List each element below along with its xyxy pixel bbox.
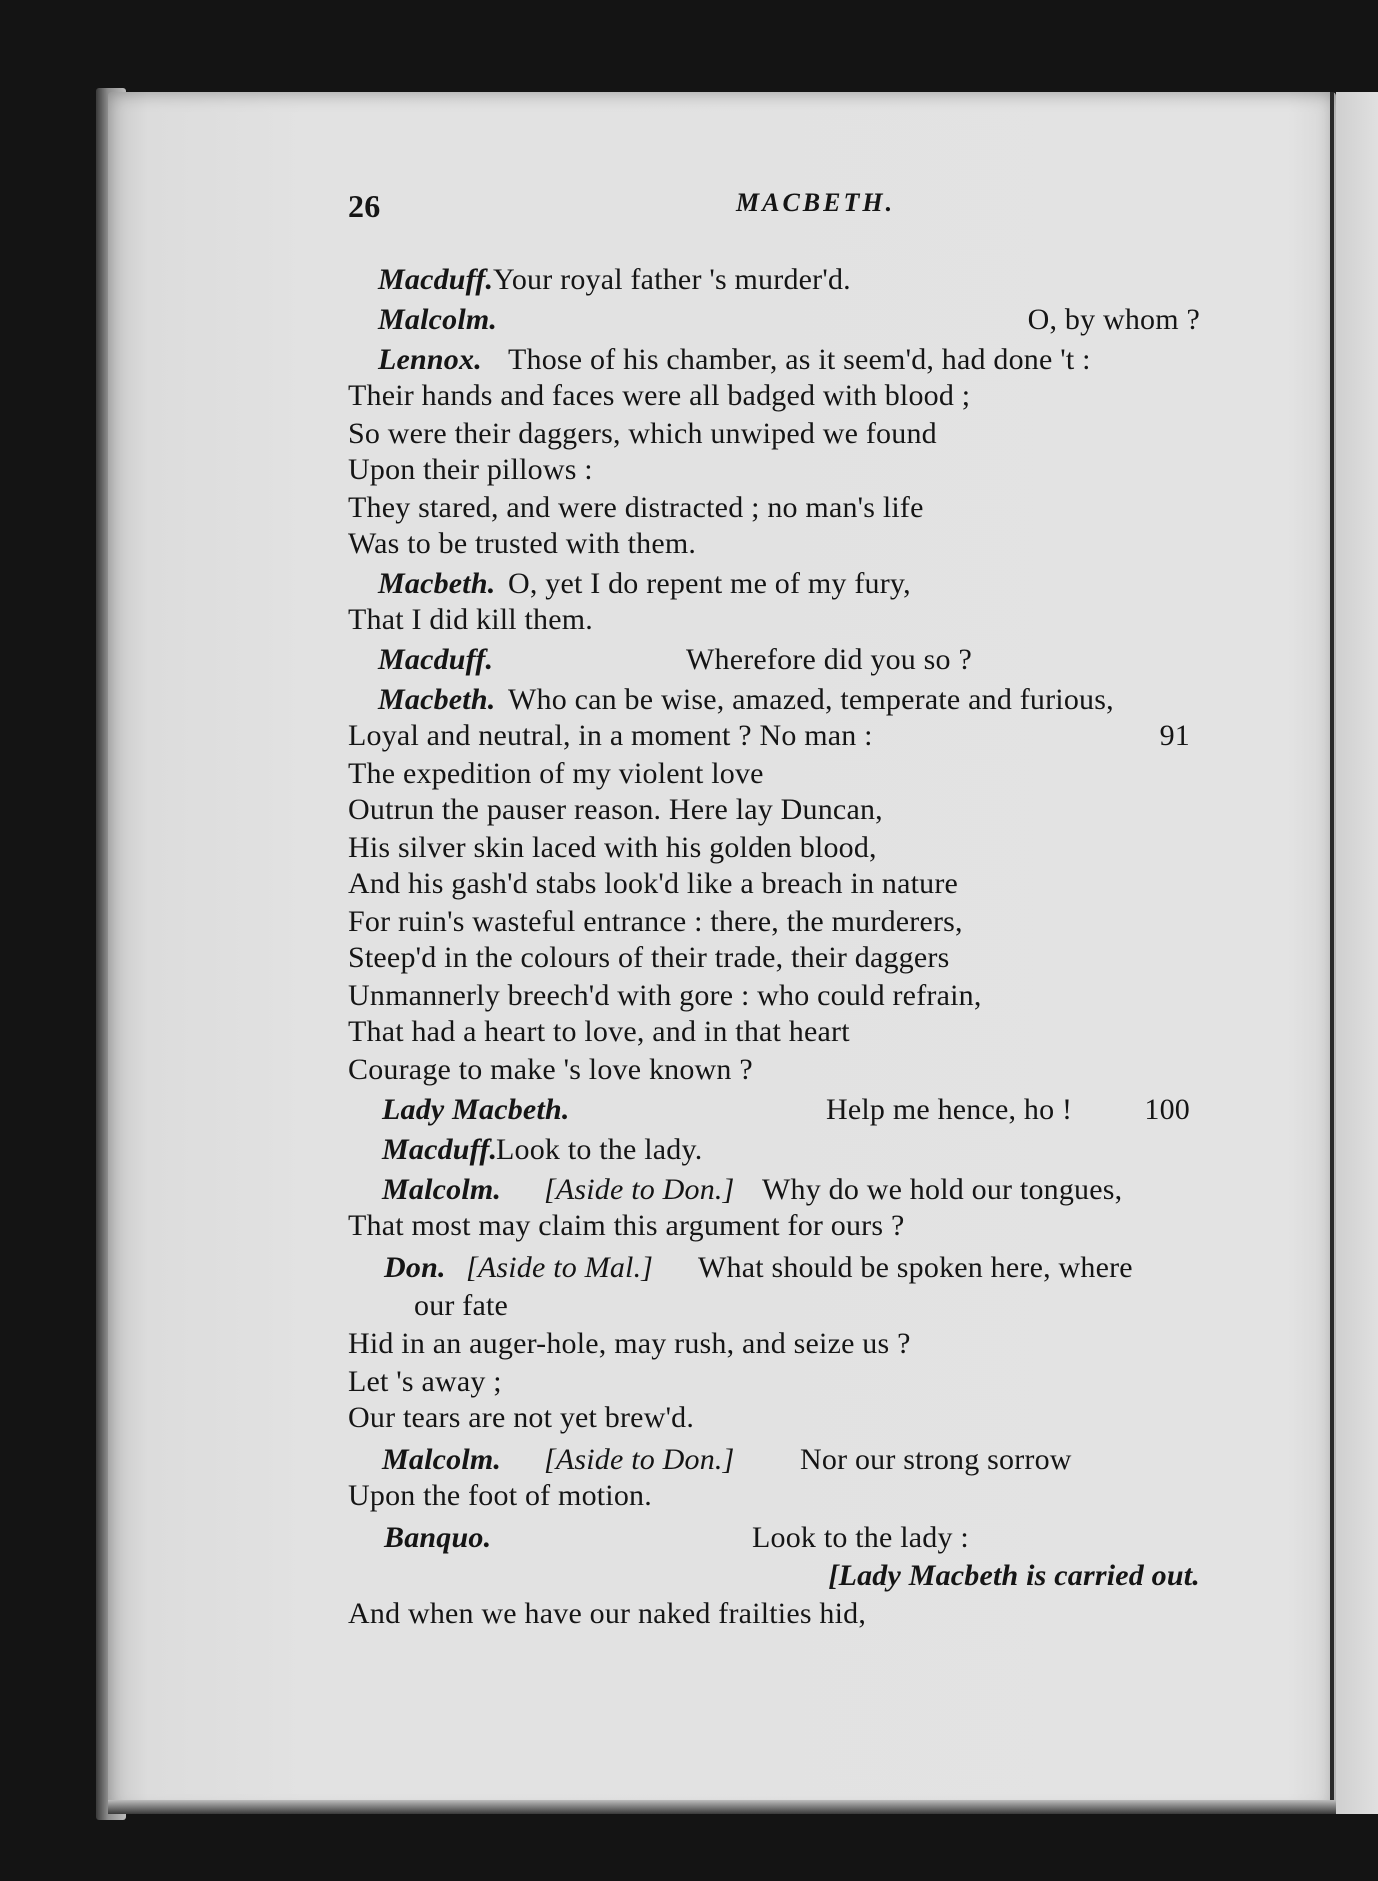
verse-line [348, 490, 1200, 526]
line-text: The expedition of my violent love [348, 757, 764, 790]
verse-line [348, 1092, 1200, 1128]
verse-line [348, 756, 1200, 792]
speaker-name: Macbeth. [378, 567, 496, 600]
verse-line [348, 526, 1200, 562]
verse-line [348, 1208, 1200, 1244]
line-text: Those of his chamber, as it seem'd, had done 't : [508, 343, 1091, 376]
verse-line [348, 566, 1200, 602]
verse-line [348, 416, 1200, 452]
line-text: Who can be wise, amazed, temperate and furious, [508, 683, 1114, 716]
line-text: Steep'd in the colours of their trade, their daggers [348, 941, 950, 974]
line-text: Outrun the pauser reason. Here lay Duncan, [348, 793, 883, 826]
verse-line [348, 1558, 1200, 1594]
page-edge [1330, 92, 1334, 1814]
speaker-name: Malcolm. [378, 303, 498, 336]
speaker-name: Macbeth. [378, 683, 496, 716]
line-text: Your royal father 's murder'd. [493, 263, 851, 296]
line-text: And when we have our naked frailties hid, [348, 1597, 867, 1630]
line-text: Nor our strong sorrow [800, 1443, 1072, 1476]
line-number: 91 [1159, 719, 1190, 752]
aside-direction: [Aside to Don.] [544, 1443, 735, 1476]
speaker-name: Macduff. [382, 1133, 498, 1166]
line-text: Look to the lady. [496, 1133, 703, 1166]
verse-line [348, 1400, 1200, 1436]
verse-line [348, 1364, 1200, 1400]
speaker-name: Don. [384, 1251, 446, 1284]
facing-page-strip [1336, 92, 1378, 1814]
line-text: Hid in an auger-hole, may rush, and seize us ? [348, 1327, 911, 1360]
aside-direction: [Aside to Mal.] [466, 1251, 654, 1284]
verse-line [348, 1250, 1200, 1286]
speaker-name: Macduff. [378, 643, 494, 676]
speaker-name: Malcolm. [382, 1443, 502, 1476]
verse-line [348, 642, 1200, 678]
line-text: Was to be trusted with them. [348, 527, 697, 560]
verse-line [348, 1132, 1200, 1168]
verse-line [348, 602, 1200, 638]
verse-line [348, 262, 1200, 298]
line-text: Upon their pillows : [348, 453, 593, 486]
page-bottom-edge [108, 1800, 1336, 1814]
verse-line [348, 978, 1200, 1014]
line-text: And his gash'd stabs look'd like a breach in nature [348, 867, 959, 900]
verse-line [348, 682, 1200, 718]
verse-line [348, 1442, 1200, 1478]
line-text: That had a heart to love, and in that heart [348, 1015, 850, 1048]
verse-line [348, 866, 1200, 902]
line-text: For ruin's wasteful entrance : there, the murderers, [348, 905, 963, 938]
line-text: Unmannerly breech'd with gore : who could refrain, [348, 979, 982, 1012]
line-text: O, by whom ? [1027, 303, 1200, 336]
speaker-name: Lennox. [378, 343, 482, 376]
verse-line [348, 1052, 1200, 1088]
line-text: So were their daggers, which unwiped we found [348, 417, 937, 450]
line-text: That most may claim this argument for ours ? [348, 1209, 905, 1242]
line-text: Look to the lady : [752, 1521, 969, 1554]
verse-line [348, 1596, 1200, 1632]
speaker-name: Lady Macbeth. [382, 1093, 570, 1126]
verse-line [348, 1014, 1200, 1050]
verse-line [348, 904, 1200, 940]
line-text: Our tears are not yet brew'd. [348, 1401, 695, 1434]
running-title: MACBETH. [736, 188, 896, 217]
line-text: Why do we hold our tongues, [762, 1173, 1123, 1206]
line-text: Courage to make 's love known ? [348, 1053, 753, 1086]
line-text: Upon the foot of motion. [348, 1479, 652, 1512]
verse-line [348, 792, 1200, 828]
verse-line [348, 1288, 1200, 1324]
verse-line [348, 302, 1200, 338]
speaker-name: Banquo. [384, 1521, 492, 1554]
line-text: Help me hence, ho ! [826, 1093, 1073, 1126]
verse-line [348, 1520, 1200, 1556]
verse-line [348, 378, 1200, 414]
speaker-name: Malcolm. [382, 1173, 502, 1206]
line-text: Their hands and faces were all badged with blood ; [348, 379, 971, 412]
verse-line [348, 1326, 1200, 1362]
speaker-name: Macduff. [378, 263, 494, 296]
verse-line [348, 830, 1200, 866]
line-text: Loyal and neutral, in a moment ? No man : [348, 719, 873, 752]
running-header [348, 188, 1200, 228]
line-text: That I did kill them. [348, 603, 593, 636]
line-text: They stared, and were distracted ; no man's life [348, 491, 924, 524]
line-number: 100 [1144, 1093, 1190, 1126]
line-text: Let 's away ; [348, 1365, 502, 1398]
verse-line [348, 452, 1200, 488]
stage-direction: [Lady Macbeth is carried out. [828, 1559, 1200, 1592]
verse-line [348, 718, 1200, 754]
verse-line [348, 1478, 1200, 1514]
verse-line [348, 940, 1200, 976]
line-text: O, yet I do repent me of my fury, [508, 567, 911, 600]
verse-line [348, 342, 1200, 378]
line-text: our fate [414, 1289, 509, 1322]
line-text: What should be spoken here, where [698, 1251, 1133, 1284]
verse-line [348, 1172, 1200, 1208]
line-text: His silver skin laced with his golden blood, [348, 831, 877, 864]
line-text: Wherefore did you so ? [686, 643, 972, 676]
aside-direction: [Aside to Don.] [544, 1173, 735, 1206]
page-number: 26 [348, 188, 381, 224]
